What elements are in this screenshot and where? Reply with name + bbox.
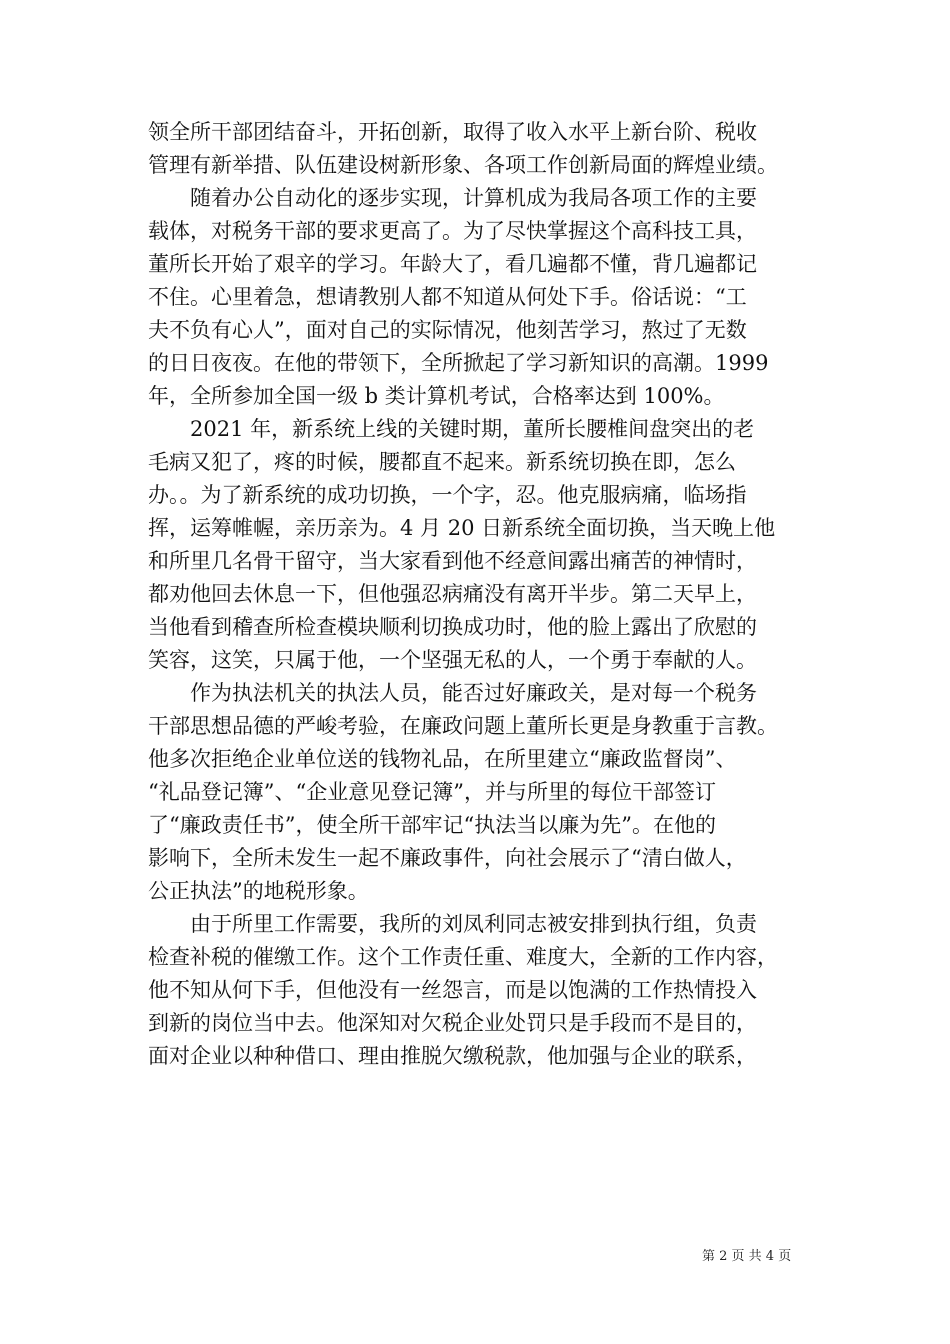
text-line: 面对企业以种种借口、理由推脱欠缴税款，他加强与企业的联系， <box>148 1044 757 1068</box>
page-number-footer: 第 2 页 共 4 页 <box>702 1249 792 1264</box>
text-line: 当他看到稽查所检查模块顺利切换成功时，他的脸上露出了欣慰的 <box>148 615 757 639</box>
text-line: 载体，对税务干部的要求更高了。为了尽快掌握这个高科技工具， <box>148 219 757 243</box>
paragraph-first-line: 2021 年，新系统上线的关键时期，董所长腰椎间盘突出的老 <box>190 417 755 441</box>
text-line: 到新的岗位当中去。他深知对欠税企业处罚只是手段而不是目的， <box>148 1011 757 1035</box>
text-line: 的日日夜夜。在他的带领下，全所掀起了学习新知识的高潮。1999 <box>148 351 769 375</box>
text-line: 毛病又犯了，疼的时候，腰都直不起来。新系统切换在即，怎么 <box>148 450 736 474</box>
text-line: 办。。为了新系统的成功切换，一个字，忍。他克服病痛，临场指 <box>148 483 747 507</box>
text-line: 董所长开始了艰辛的学习。年龄大了，看几遍都不懂，背几遍都记 <box>148 252 757 276</box>
paragraph-first-line: 作为执法机关的执法人员，能否过好廉政关，是对每一个税务 <box>190 681 757 705</box>
text-line: 年，全所参加全国一级 b 类计算机考试，合格率达到 100%。 <box>148 384 725 408</box>
text-line: 都劝他回去休息一下，但他强忍病痛没有离开半步。第二天早上， <box>148 582 757 606</box>
text-line: 了“廉政责任书”，使全所干部牢记“执法当以廉为先”。在他的 <box>148 813 716 837</box>
text-line: 笑容，这笑，只属于他，一个坚强无私的人，一个勇于奉献的人。 <box>148 648 757 672</box>
text-line: 影响下，全所未发生一起不廉政事件，向社会展示了“清白做人， <box>148 846 747 870</box>
text-line: 挥，运筹帷幄，亲历亲为。4 月 20 日新系统全面切换，当天晚上他 <box>148 516 776 540</box>
document-body <box>148 116 808 1073</box>
text-line: 公正执法”的地税形象。 <box>148 879 369 903</box>
text-line: 检查补税的催缴工作。这个工作责任重、难度大，全新的工作内容， <box>148 945 778 969</box>
text-line: “礼品登记簿”、“企业意见登记簿”，并与所里的每位干部签订 <box>148 780 716 804</box>
text-line: 不住。心里着急，想请教别人都不知道从何处下手。俗话说：“工 <box>148 285 747 309</box>
text-line: 和所里几名骨干留守，当大家看到他不经意间露出痛苦的神情时， <box>148 549 757 573</box>
paragraph-first-line: 随着办公自动化的逐步实现，计算机成为我局各项工作的主要 <box>190 186 757 210</box>
text-line: 他不知从何下手，但他没有一丝怨言，而是以饱满的工作热情投入 <box>148 978 757 1002</box>
text-line: 夫不负有心人”，面对自己的实际情况，他刻苦学习，熬过了无数 <box>148 318 747 342</box>
text-line: 管理有新举措、队伍建设树新形象、各项工作创新局面的辉煌业绩。 <box>148 153 778 177</box>
text-line: 领全所干部团结奋斗，开拓创新，取得了收入水平上新台阶、税收 <box>148 120 757 144</box>
paragraph-first-line: 由于所里工作需要，我所的刘凤利同志被安排到执行组，负责 <box>190 912 757 936</box>
text-line: 干部思想品德的严峻考验，在廉政问题上董所长更是身教重于言教。 <box>148 714 778 738</box>
text-line: 他多次拒绝企业单位送的钱物礼品，在所里建立“廉政监督岗”、 <box>148 747 737 771</box>
